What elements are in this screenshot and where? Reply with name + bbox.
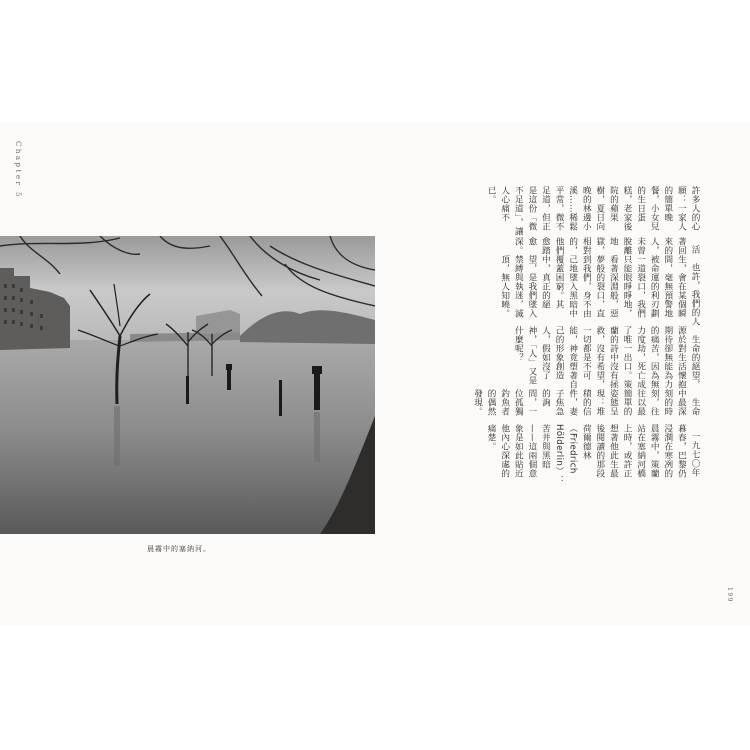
paragraph: 也許，我們的人生，會在某個瞬間，毫無預警地被命運的利刃劃一道裂口，我們只能眼睜睜地，看著深淵般，惡夢般的裂口，直到我們，身不由己地墜入黑暗中覆蓋困窮。其中，真正的絕望，是我們墜入禁縛與執迷，滅頂，無人知曉。 — [499, 254, 700, 327]
body-text — [380, 186, 710, 486]
chapter-label: Chapter 5 — [14, 141, 22, 199]
paragraph: 活著回來的人，未曾脫離地獄，相對的，他們愈踏愈深。 — [513, 236, 700, 255]
paragraph: 許多人的心願：一家人的簡單晚餐，小女兒的生日蛋糕，老家後院的蘋果樹，夏日向晚的林邊小溪……稀鬆平常，微不足道，但正是這份「微不足道」，讓人心痛不已。 — [486, 186, 700, 236]
photo-caption: 晨霧中的塞納河。 — [147, 545, 211, 553]
paragraph: 生命的絕望，源於對生活懷抱期待卻無能為力的痛苦，因為無力度劫，死亡成了唯一出口。策蘭的詩中沒有拯救，沒有希望，一切都是不可能，神竟塑著自己的形象創造人，假如沒了神，「人」又是什麼呢？ — [513, 326, 700, 390]
page-number: 199 — [726, 587, 733, 603]
paragraph: 一九七〇年暮春，巴黎仍浸潤在寒冽的晨霧中，策蘭站在塞納河橋上時，或許正想著他此生最後閱讀的那段荷爾德林（Friedrich Hölderlin）：苦井與黑暗——這兩個意象是如此貼近他內心深處的痛楚。 — [486, 423, 700, 484]
paragraph: 生命中最深刻的時刻，往往以最簡單的姿態呈現：堆積的信件，妻子焦急的詢問，一位孤獨釣魚者的偶然發現。 — [472, 389, 700, 417]
seine-fog-photo — [0, 236, 375, 534]
